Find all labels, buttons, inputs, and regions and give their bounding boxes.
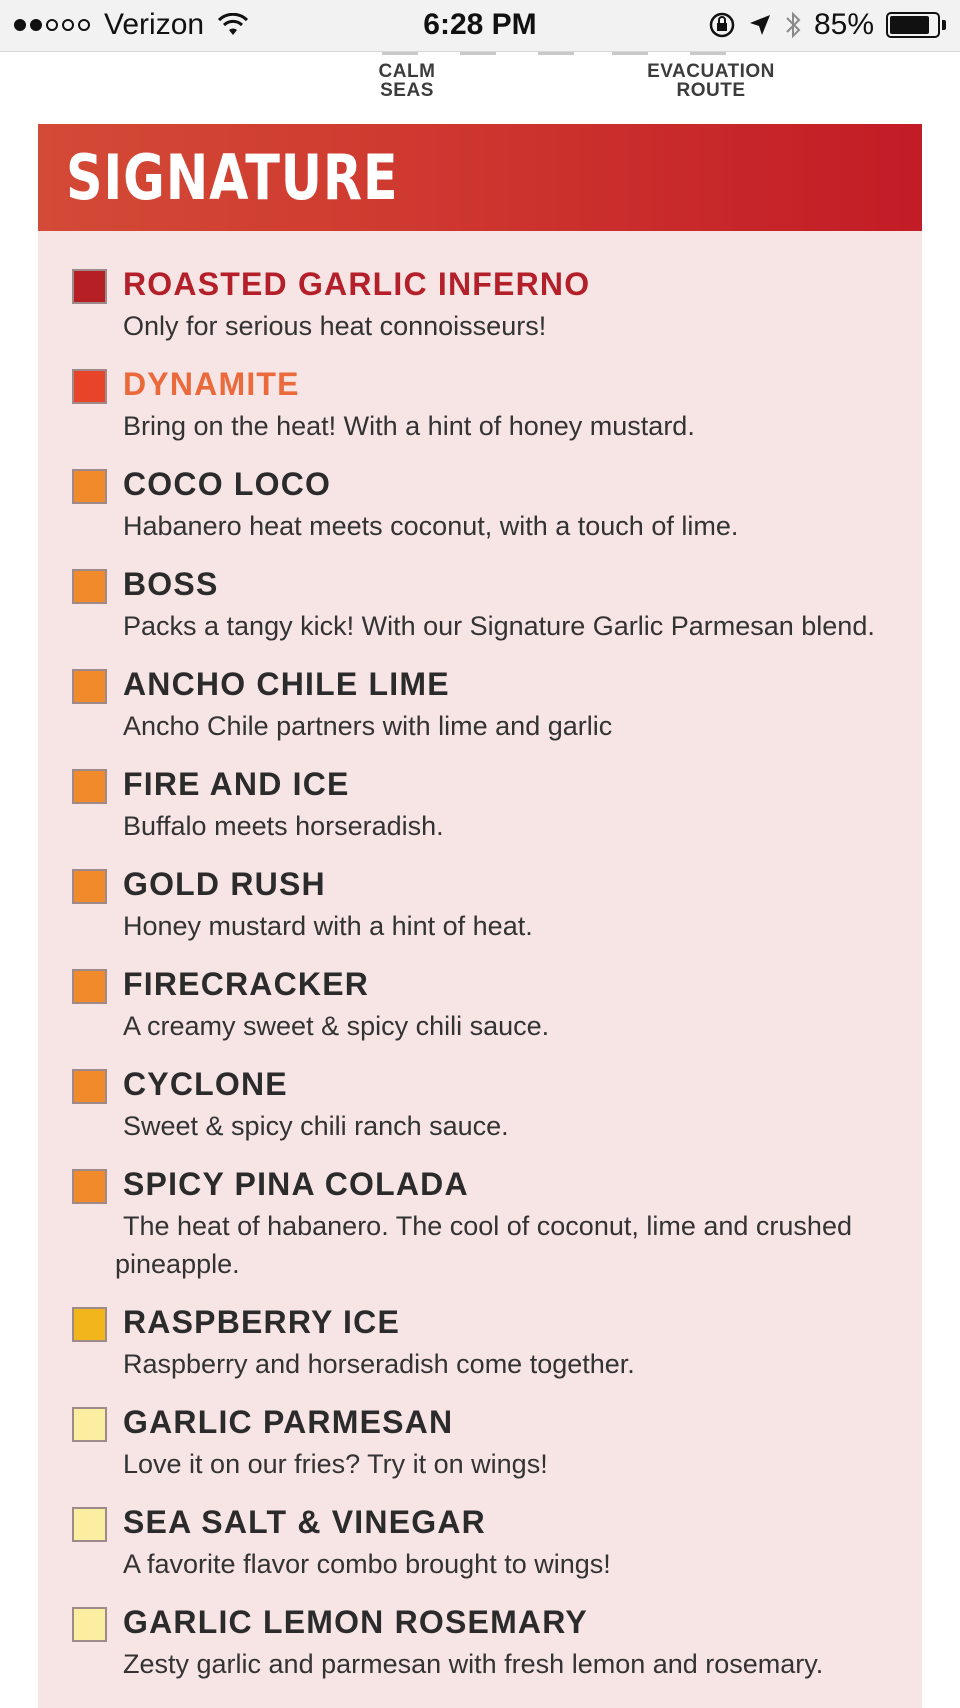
flavor-heat-swatch <box>72 1069 107 1104</box>
flavor-item <box>38 1299 922 1383</box>
flavor-description: Love it on our fries? Try it on wings! <box>123 1449 548 1479</box>
flavor-item <box>38 1061 922 1145</box>
legend-label-calm-seas: CALM SEAS <box>378 61 436 101</box>
flavor-name: RASPBERRY ICE <box>123 1304 400 1340</box>
flavor-name: ROASTED GARLIC INFERNO <box>123 266 591 302</box>
flavor-item <box>38 361 922 445</box>
flavor-name: FIRE AND ICE <box>123 766 350 802</box>
flavor-description: Honey mustard with a hint of heat. <box>123 911 533 941</box>
flavor-name: BOSS <box>123 566 219 602</box>
flavor-heat-swatch <box>72 1607 107 1642</box>
status-right <box>708 8 946 42</box>
legend-marker <box>612 52 648 55</box>
flavor-name: GOLD RUSH <box>123 866 326 902</box>
flavor-heat-swatch <box>72 969 107 1004</box>
flavor-item <box>38 761 922 845</box>
signature-card <box>38 124 922 1708</box>
bluetooth-icon <box>784 10 802 40</box>
legend-strip <box>0 52 960 112</box>
flavor-heat-swatch <box>72 869 107 904</box>
flavor-item <box>38 561 922 645</box>
flavor-description: Habanero heat meets coconut, with a touch of lime. <box>123 511 739 541</box>
flavor-item <box>38 1499 922 1583</box>
flavor-description: Only for serious heat connoisseurs! <box>123 311 547 341</box>
legend-marker <box>690 52 726 55</box>
flavor-heat-swatch <box>72 669 107 704</box>
battery-percent: 85% <box>813 8 874 41</box>
battery-icon <box>886 12 946 38</box>
flavor-item <box>38 1399 922 1483</box>
flavor-heat-swatch <box>72 269 107 304</box>
flavor-item <box>38 961 922 1045</box>
flavor-name: SEA SALT & VINEGAR <box>123 1504 486 1540</box>
flavor-heat-swatch <box>72 769 107 804</box>
legend-label-evacuation-route: EVACUATION ROUTE <box>647 61 775 101</box>
flavor-item <box>38 1599 922 1683</box>
flavor-heat-swatch <box>72 569 107 604</box>
carrier-name: Verizon <box>104 8 205 41</box>
flavor-description: Zesty garlic and parmesan with fresh lemon and rosemary. <box>123 1649 824 1679</box>
orientation-lock-icon <box>708 11 736 39</box>
flavor-heat-swatch <box>72 1307 107 1342</box>
flavor-description: Ancho Chile partners with lime and garlic <box>123 711 613 741</box>
flavor-heat-swatch <box>72 369 107 404</box>
flavor-item <box>38 861 922 945</box>
location-arrow-icon <box>748 13 772 37</box>
flavor-item <box>38 661 922 745</box>
flavor-item <box>38 261 922 345</box>
flavor-name: DYNAMITE <box>123 366 300 402</box>
flavor-name: GARLIC PARMESAN <box>123 1404 454 1440</box>
status-time: 6:28 PM <box>423 8 537 41</box>
flavor-heat-swatch <box>72 469 107 504</box>
section-title: SIGNATURE <box>66 141 399 214</box>
flavor-heat-swatch <box>72 1407 107 1442</box>
flavor-description: Bring on the heat! With a hint of honey mustard. <box>123 411 695 441</box>
flavor-description: A favorite flavor combo brought to wings! <box>123 1549 611 1579</box>
legend-marker <box>382 52 418 55</box>
flavor-name: SPICY PINA COLADA <box>123 1166 469 1202</box>
flavor-description: Buffalo meets horseradish. <box>123 811 444 841</box>
flavor-list <box>38 231 922 1683</box>
flavor-name: ANCHO CHILE LIME <box>123 666 450 702</box>
legend-marker <box>538 52 574 55</box>
flavor-heat-swatch <box>72 1169 107 1204</box>
flavor-item <box>38 461 922 545</box>
flavor-item <box>38 1161 922 1283</box>
legend-marker <box>460 52 496 55</box>
flavor-name: COCO LOCO <box>123 466 332 502</box>
flavor-heat-swatch <box>72 1507 107 1542</box>
flavor-name: CYCLONE <box>123 1066 288 1102</box>
flavor-description: A creamy sweet & spicy chili sauce. <box>123 1011 550 1041</box>
flavor-description: The heat of habanero. The cool of coconut, lime and crushed pineapple. <box>115 1211 852 1279</box>
flavor-name: GARLIC LEMON ROSEMARY <box>123 1604 588 1640</box>
flavor-name: FIRECRACKER <box>123 966 370 1002</box>
flavor-description: Sweet & spicy chili ranch sauce. <box>123 1111 509 1141</box>
section-header <box>38 124 922 231</box>
flavor-description: Raspberry and horseradish come together. <box>123 1349 635 1379</box>
flavor-description: Packs a tangy kick! With our Signature Garlic Parmesan blend. <box>123 611 875 641</box>
status-bar <box>0 0 960 52</box>
